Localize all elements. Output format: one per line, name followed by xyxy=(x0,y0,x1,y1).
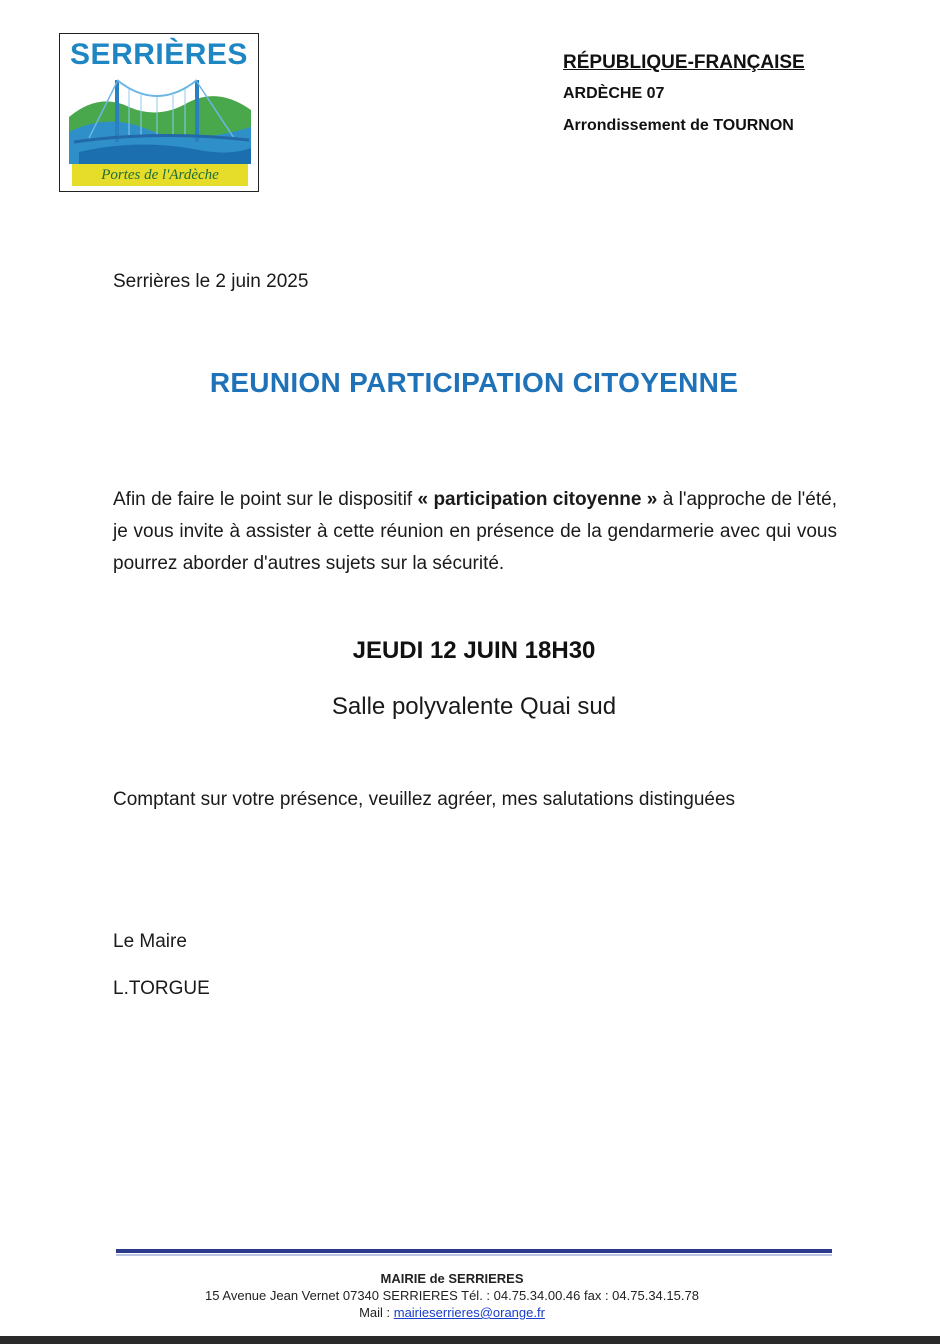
document-title: REUNION PARTICIPATION CITOYENNE xyxy=(209,367,739,398)
footer-mail-label: Mail : xyxy=(359,1305,394,1320)
footer-address: 15 Avenue Jean Vernet 07340 SERRIERES Tél. : 04.75.34.00.46 fax : 04.75.34.15.78 xyxy=(205,1288,699,1303)
header-department: ARDÈCHE 07 xyxy=(563,85,665,102)
body-paragraph xyxy=(113,484,837,580)
footer-organization: MAIRIE de SERRIERES xyxy=(380,1271,524,1286)
date-line: Serrières le 2 juin 2025 xyxy=(113,271,309,292)
signer-name: L.TORGUE xyxy=(113,978,210,999)
body-text-emphasis: « participation citoyenne » xyxy=(417,489,658,510)
event-location: Salle polyvalente Quai sud xyxy=(331,693,617,720)
footer-rule xyxy=(116,1249,832,1253)
footer-mail-line xyxy=(0,1305,904,1320)
serrieres-logo xyxy=(59,33,259,192)
logo-title: SERRIÈRES xyxy=(70,38,248,71)
logo-subtitle: Portes de l'Ardèche xyxy=(72,164,248,186)
header-arrondissement: Arrondissement de TOURNON xyxy=(563,117,794,134)
body-text-start: Afin de faire le point sur le dispositif xyxy=(113,489,418,510)
bottom-edge-bar xyxy=(0,1336,940,1344)
event-datetime: JEUDI 12 JUIN 18H30 xyxy=(352,637,596,664)
body-text-end: à l'approche de l'été, je vous invite à assister à cette réunion en présence de la gendarmerie avec qui vous pourrez aborder d'autres sujets sur la sécurité. xyxy=(113,489,837,574)
closing-formula: Comptant sur votre présence, veuillez agréer, mes salutations distinguées xyxy=(113,789,736,810)
footer-rule-shadow xyxy=(116,1254,832,1256)
header-republic: RÉPUBLIQUE-FRANÇAISE xyxy=(563,52,805,73)
footer-mail-link[interactable]: mairieserrieres@orange.fr xyxy=(393,1305,545,1320)
bridge-illustration-icon xyxy=(69,72,251,164)
signer-title: Le Maire xyxy=(113,931,187,952)
